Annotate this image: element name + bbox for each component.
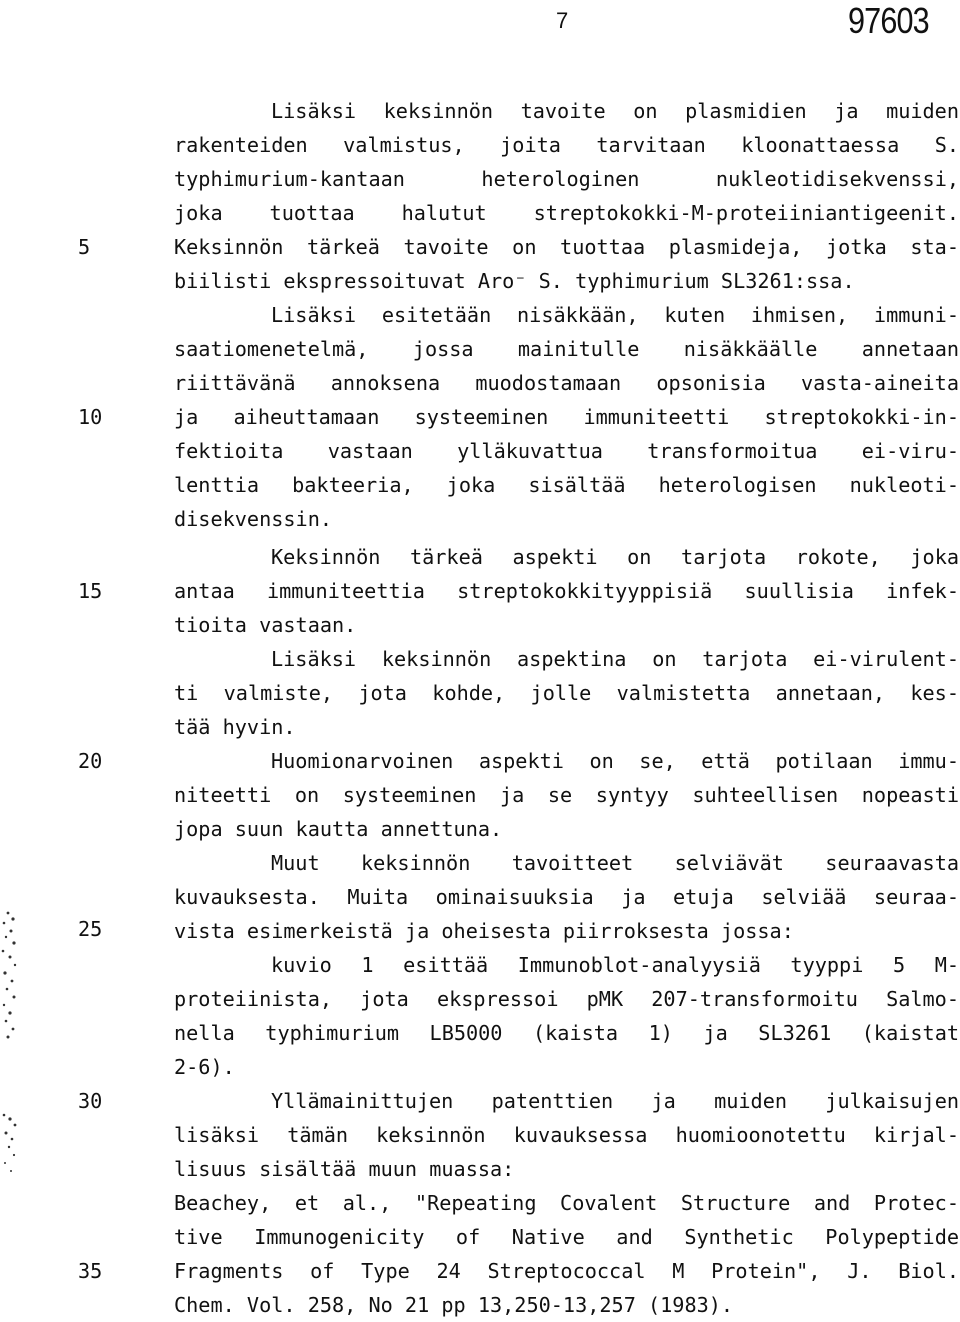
text-line: disekvenssin. [174, 507, 333, 531]
text-line: Lisäksi keksinnön aspektina on tarjota ei-virulent- [271, 647, 959, 671]
document-number: 97603 [848, 0, 929, 41]
page-number: 7 [556, 8, 569, 33]
text-line: Muut keksinnön tavoitteet selviävät seuraavasta [271, 851, 959, 875]
text-line: tive Immunogenicity of Native and Synthetic Polypeptide [174, 1225, 959, 1249]
text-line: kuvauksesta. Muita ominaisuuksia ja etuja selviää seuraa- [174, 885, 959, 909]
text-line: nella typhimurium LB5000 (kaista 1) ja SL3261 (kaistat [174, 1021, 959, 1045]
text-line: antaa immuniteettia streptokokkityyppisiä suullisia infek- [174, 579, 959, 603]
text-line: riittävänä annoksena muodostamaan opsonisia vasta-aineita [174, 371, 959, 395]
text-line: tioita vastaan. [174, 613, 357, 637]
text-line: typhimurium-kantaan heterologinen nukleotidisekvenssi, [174, 167, 959, 191]
text-line: fektioita vastaan ylläkuvattua transformoitua ei-viru- [174, 439, 959, 463]
margin-line-number: 20 [78, 749, 103, 773]
scan-artifact-dots [0, 905, 40, 1185]
text-line: Huomionarvoinen aspekti on se, että potilaan immu- [271, 749, 959, 773]
text-line: Chem. Vol. 258, No 21 pp 13,250-13,257 (1983). [174, 1293, 734, 1317]
margin-line-number: 15 [78, 579, 103, 603]
text-line: Yllämainittujen patenttien ja muiden julkaisujen [271, 1089, 959, 1113]
margin-line-number: 10 [78, 405, 103, 429]
text-line: proteiinista, jota ekspressoi pMK 207-transformoitu Salmo- [174, 987, 959, 1011]
margin-line-number: 5 [78, 235, 91, 259]
text-line: Beachey, et al., "Repeating Covalent Structure and Protec- [174, 1191, 959, 1215]
text-line: niteetti on systeeminen ja se syntyy suhteellisen nopeasti [174, 783, 959, 807]
text-line: tää hyvin. [174, 715, 296, 739]
text-line: Keksinnön tärkeä aspekti on tarjota rokote, joka [271, 545, 959, 569]
margin-line-number: 30 [78, 1089, 103, 1113]
text-line: rakenteiden valmistus, joita tarvitaan kloonattaessa S. [174, 133, 959, 157]
text-line: vista esimerkeistä ja oheisesta piirroksesta jossa: [174, 919, 794, 943]
text-line: 2-6). [174, 1055, 235, 1079]
text-line: lisäksi tämän keksinnön kuvauksessa huomioonotettu kirjal- [174, 1123, 959, 1147]
text-line: ti valmiste, jota kohde, jolle valmistetta annetaan, kes- [174, 681, 959, 705]
margin-line-number: 35 [78, 1259, 103, 1283]
text-line: Keksinnön tärkeä tavoite on tuottaa plasmideja, jotka sta- [174, 235, 959, 259]
text-line: ja aiheuttamaan systeeminen immuniteetti streptokokki-in- [174, 405, 959, 429]
text-line: kuvio 1 esittää Immunoblot-analyysiä tyyppi 5 M- [271, 953, 959, 977]
text-line: jopa suun kautta annettuna. [174, 817, 503, 841]
text-line: saatiomenetelmä, jossa mainitulle nisäkkäälle annetaan [174, 337, 959, 361]
text-line: biilisti ekspressoituvat Aro⁻ S. typhimurium SL3261:ssa. [174, 269, 855, 293]
text-line: Lisäksi esitetään nisäkkään, kuten ihmisen, immuni- [271, 303, 959, 327]
text-line: lenttia bakteeria, joka sisältää heterologisen nukleoti- [174, 473, 959, 497]
margin-line-number: 25 [78, 917, 103, 941]
text-line: Fragments of Type 24 Streptococcal M Protein", J. Biol. [174, 1259, 959, 1283]
text-line: joka tuottaa halutut streptokokki-M-proteiiniantigeenit. [174, 201, 959, 225]
text-line: lisuus sisältää muun muassa: [174, 1157, 515, 1181]
text-line: Lisäksi keksinnön tavoite on plasmidien ja muiden [271, 99, 959, 123]
